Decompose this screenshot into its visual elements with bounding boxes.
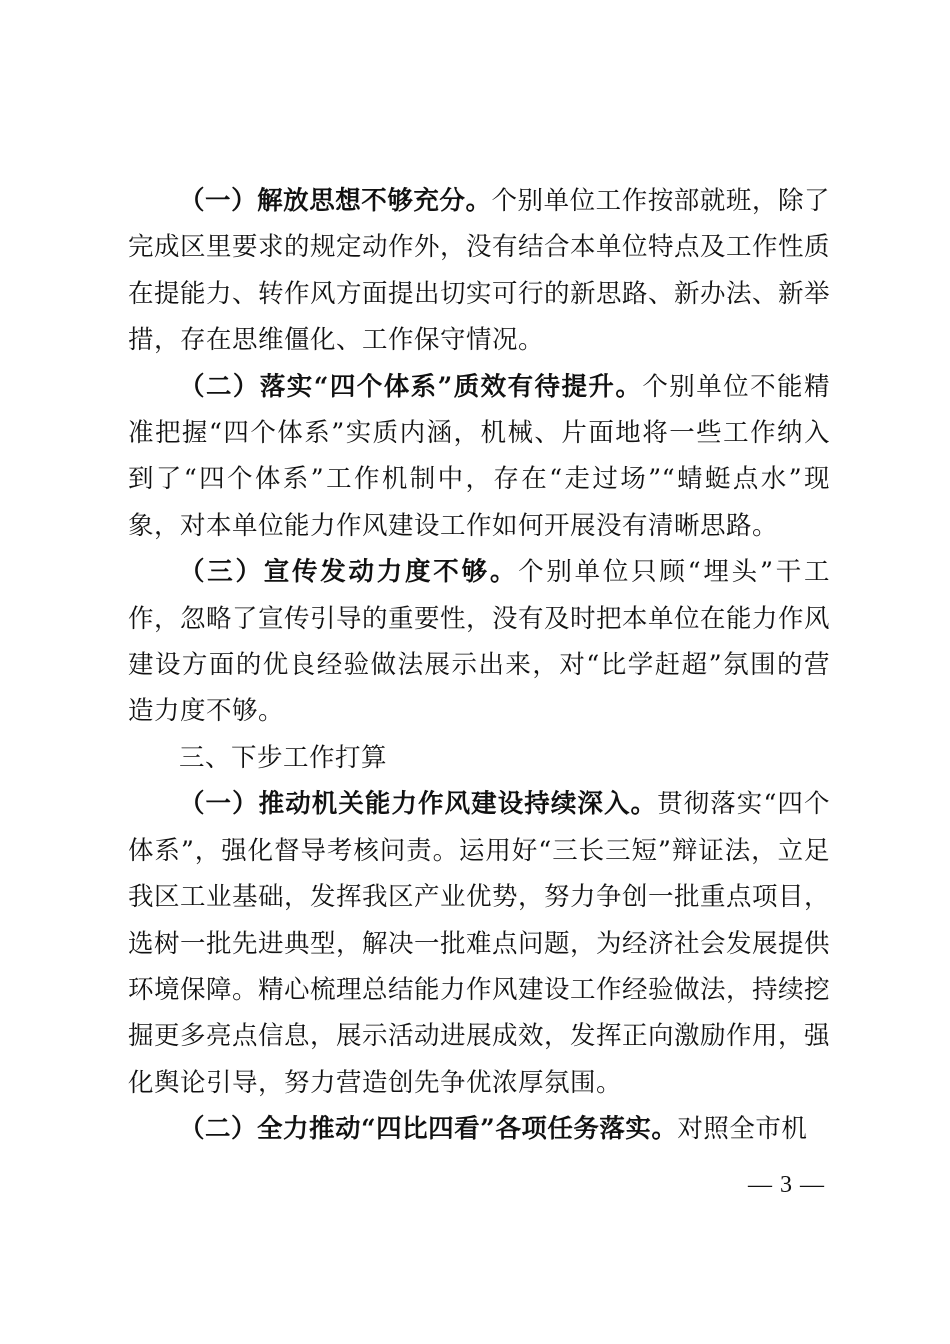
problem-paragraph-3 [128,549,830,735]
problem-paragraph-1 [128,178,830,364]
paragraph-text: 对照全市机 [677,1114,808,1145]
paragraph-lead: （一）推动机关能力作风建设持续深入。 [179,789,658,820]
plan-paragraph-1 [128,781,830,1106]
plan-paragraph-2 [128,1106,830,1152]
paragraph-text: 个别单位工作按部就班，除了完成区里要求的规定动作外，没有结合本单位特点及工作性质在提能力、转作风方面提出切实可行的新思路、新办法、新举措，存在思维僵化、工作保守情况。 [128,186,831,356]
paragraph-lead: （一）解放思想不够充分。 [179,186,492,216]
page-number: — 3 — [748,1172,825,1198]
section-heading: 三、下步工作打算 [179,742,388,773]
paragraph-text: 贯彻落实“四个体系”，强化督导考核问责。运用好“三长三短”辩证法，立足我区工业基础，发挥我区产业优势，努力争创一批重点项目，选树一批先进典型，解决一批难点问题，为经济社会发展提供环境保障。精心梳理总结能力作风建设工作经验做法，持续挖掘更多亮点信息，展示活动进展成效，发挥正向激励作用，强化舆论引导，努力营造创先争优浓厚氛围。 [128,789,831,1098]
paragraph-lead: （三）宣传发动力度不够。 [179,557,519,588]
paragraph-text: 个别单位只顾“埋头”干工作，忽略了宣传引导的重要性，没有及时把本单位在能力作风建设方面的优良经验做法展示出来，对“比学赶超”氛围的营造力度不够。 [128,557,831,727]
problem-paragraph-2 [128,364,830,550]
paragraph-lead: （二）全力推动“四比四看”各项任务落实。 [179,1114,678,1145]
document-body [128,178,830,1153]
paragraph-text: 个别单位不能精准把握“四个体系”实质内涵，机械、片面地将一些工作纳入到了“四个体系”工作机制中，存在“走过场”“蜻蜓点水”现象，对本单位能力作风建设工作如何开展没有清晰思路。 [128,371,830,541]
paragraph-lead: （二）落实“四个体系”质效有待提升。 [179,371,643,402]
